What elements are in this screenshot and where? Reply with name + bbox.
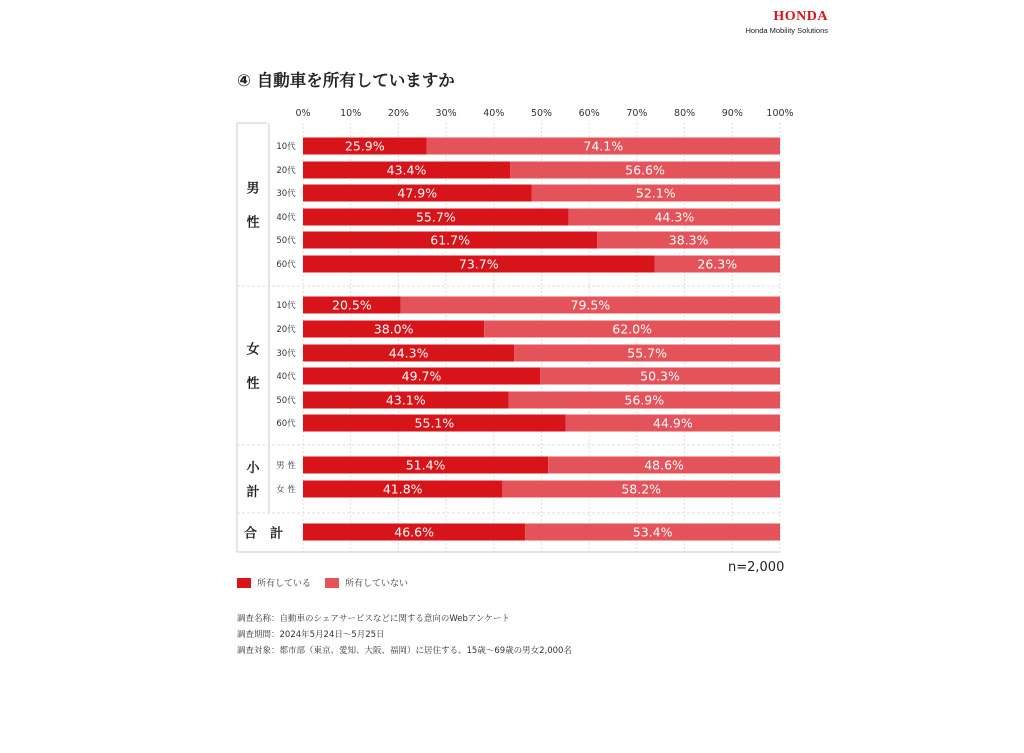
page-title: ④ 自動車を所有していますか xyxy=(237,71,455,90)
data-label-not-own: 44.9% xyxy=(653,415,693,431)
data-label-not-own: 56.9% xyxy=(624,392,665,408)
row-label: 30代 xyxy=(276,189,296,199)
legend-swatch-not-own xyxy=(325,578,339,588)
data-label-not-own: 62.0% xyxy=(612,321,652,337)
x-tick-label: 20% xyxy=(387,108,409,119)
group-label-char: 女 xyxy=(246,342,260,358)
data-label-own: 55.1% xyxy=(414,415,455,431)
legend-item-not-own xyxy=(325,576,408,589)
x-tick-label: 100% xyxy=(766,108,794,119)
group-label-char: 性 xyxy=(246,376,260,392)
x-tick-label: 40% xyxy=(483,108,505,119)
data-label-own: 20.5% xyxy=(332,297,372,313)
brand-subtitle: Honda Mobility Solutions xyxy=(745,26,828,35)
data-label-own: 41.8% xyxy=(382,481,423,497)
legend-label-not-own: 所有していない xyxy=(345,579,409,589)
data-label-not-own: 48.6% xyxy=(644,457,684,473)
data-label-own: 55.7% xyxy=(415,209,456,225)
row-label: 10代 xyxy=(276,142,296,152)
row-label: 男 性 xyxy=(276,461,296,471)
x-tick-label: 0% xyxy=(295,108,311,119)
x-tick-label: 70% xyxy=(626,108,648,119)
x-tick-label: 90% xyxy=(721,108,743,119)
group-label: 合 計 xyxy=(243,526,284,542)
x-tick-label: 60% xyxy=(578,108,600,119)
data-label-own: 46.6% xyxy=(394,524,435,540)
data-label-not-own: 38.3% xyxy=(668,232,709,248)
legend-item-own xyxy=(237,576,311,589)
row-label: 40代 xyxy=(276,372,296,382)
data-label-own: 43.1% xyxy=(385,392,426,408)
group-label-char: 計 xyxy=(246,485,260,500)
row-label: 60代 xyxy=(276,419,296,429)
data-label-own: 73.7% xyxy=(458,256,499,272)
honda-logo: HONDA xyxy=(773,9,828,24)
row-label: 30代 xyxy=(276,349,296,359)
note-survey-name: 調査名称：自動車のシェアサービスなどに関する意向のWebアンケート xyxy=(237,614,510,624)
row-label: 女 性 xyxy=(276,485,296,495)
data-label-not-own: 26.3% xyxy=(697,256,738,272)
row-label: 50代 xyxy=(276,236,296,246)
data-label-not-own: 58.2% xyxy=(621,481,662,497)
x-tick-label: 80% xyxy=(674,108,696,119)
legend xyxy=(237,576,422,589)
data-label-own: 43.4% xyxy=(386,162,427,178)
data-label-own: 25.9% xyxy=(344,138,385,154)
legend-swatch-own xyxy=(237,578,251,588)
legend-label-own: 所有している xyxy=(257,579,312,589)
data-label-own: 51.4% xyxy=(405,457,446,473)
survey-notes xyxy=(237,611,572,659)
note-survey-target: 調査対象：都市部（東京、愛知、大阪、福岡）に居住する、15歳～69歳の男女2,000名 xyxy=(237,646,572,656)
data-label-own: 49.7% xyxy=(401,368,442,384)
data-label-not-own: 52.1% xyxy=(635,185,676,201)
row-label: 40代 xyxy=(276,213,296,223)
group-label-char: 男 xyxy=(246,181,260,197)
group-label-char: 性 xyxy=(246,215,260,231)
row-label: 50代 xyxy=(276,396,296,406)
data-label-not-own: 50.3% xyxy=(640,368,680,384)
data-label-not-own: 44.3% xyxy=(654,209,695,225)
x-tick-label: 50% xyxy=(530,108,553,119)
data-label-own: 38.0% xyxy=(373,321,414,337)
data-label-not-own: 74.1% xyxy=(583,138,624,154)
group-label-char: 小 xyxy=(246,461,260,476)
data-label-own: 47.9% xyxy=(397,185,438,201)
x-tick-label: 30% xyxy=(435,108,457,119)
x-tick-label: 10% xyxy=(340,108,362,119)
sample-size: n=2,000 xyxy=(728,560,785,575)
row-label: 60代 xyxy=(276,260,296,270)
row-label: 20代 xyxy=(276,166,296,176)
data-label-not-own: 53.4% xyxy=(632,524,673,540)
data-label-own: 44.3% xyxy=(388,345,429,361)
row-label: 10代 xyxy=(276,301,296,311)
row-label: 20代 xyxy=(276,325,296,335)
note-survey-period: 調査期間：2024年5月24日～5月25日 xyxy=(237,630,385,640)
data-label-not-own: 55.7% xyxy=(627,345,668,361)
data-label-own: 61.7% xyxy=(430,232,471,248)
data-label-not-own: 56.6% xyxy=(625,162,665,178)
data-label-not-own: 79.5% xyxy=(570,297,611,313)
